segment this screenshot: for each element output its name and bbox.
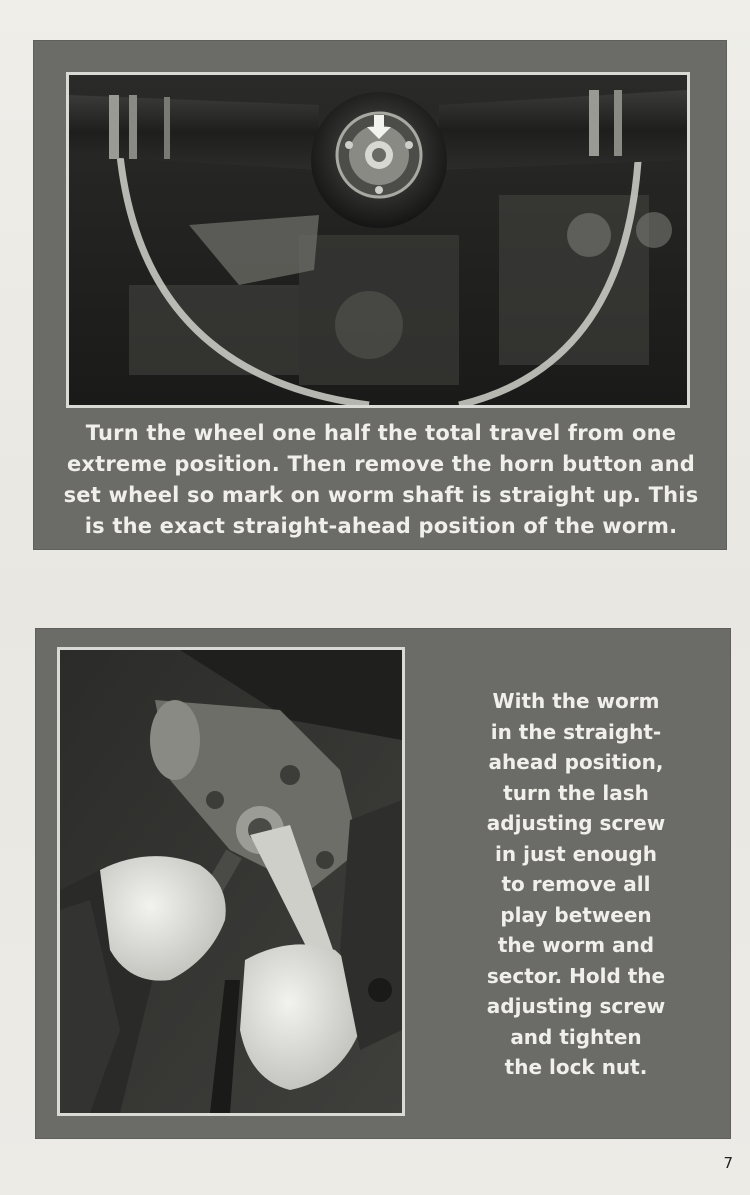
wrench-adjustment-illustration: [60, 650, 402, 1113]
bottom-instruction-panel: [35, 628, 731, 1139]
bottom-caption-line: the worm and: [497, 933, 655, 957]
page-number: 7: [723, 1154, 733, 1172]
top-caption-line: Turn the wheel one half the total travel from one: [85, 421, 677, 445]
top-instruction-panel: [33, 40, 727, 550]
adjusting-screw-photo: [57, 647, 405, 1116]
bottom-caption-line: in just enough: [495, 841, 657, 866]
top-caption-line: is the exact straight-ahead position of the worm.: [84, 514, 678, 538]
bottom-caption-line: turn the lash: [503, 780, 649, 805]
bottom-caption-line: the lock nut.: [504, 1055, 648, 1079]
top-caption-line: extreme position. Then remove the horn button and: [66, 452, 696, 476]
steering-wheel-photo: [66, 72, 690, 408]
bottom-caption-line: With the worm: [492, 689, 660, 713]
steering-wheel-illustration: [69, 75, 687, 405]
bottom-caption-line: adjusting screw: [486, 994, 666, 1018]
bottom-caption-line: ahead position,: [488, 750, 664, 774]
top-caption-line: set wheel so mark on worm shaft is straight up. This: [63, 483, 699, 507]
bottom-caption-line: and tighten: [510, 1024, 642, 1049]
bottom-caption-line: to remove all: [501, 872, 651, 896]
bottom-caption-line: adjusting screw: [486, 811, 666, 835]
bottom-caption-line: sector. Hold the: [486, 963, 666, 988]
bottom-caption: [453, 686, 699, 1083]
bottom-caption-line: play between: [500, 902, 652, 927]
bottom-caption-line: in the straight-: [490, 719, 662, 744]
top-caption: [51, 418, 711, 542]
